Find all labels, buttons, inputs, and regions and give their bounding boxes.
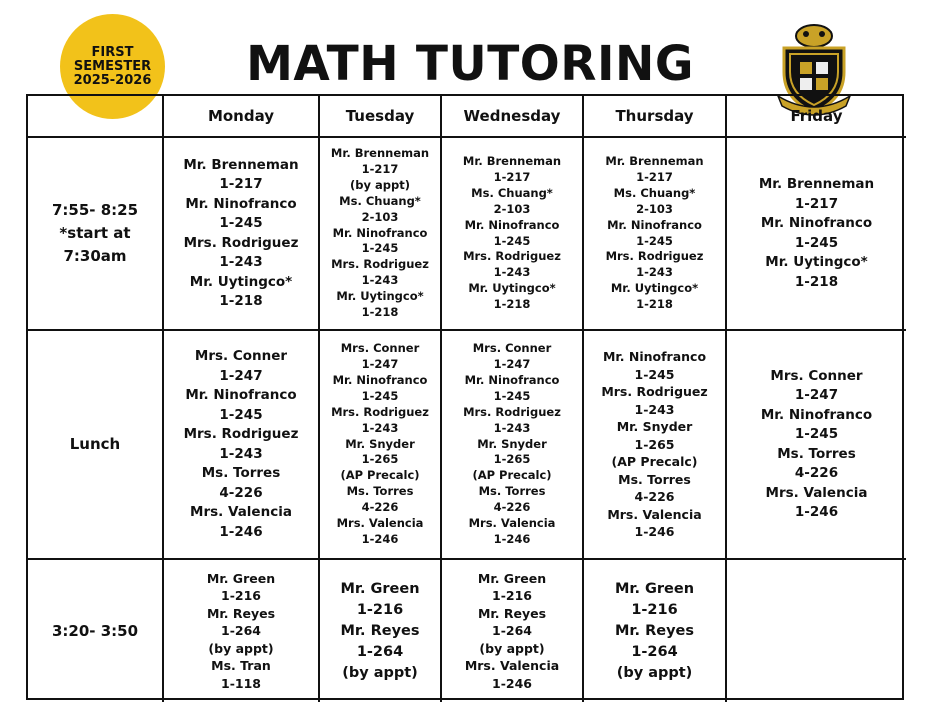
room-or-note-text: 1-247 [493, 357, 531, 372]
room-or-note-text: 1-265 [493, 452, 531, 467]
day-header-tuesday: Tuesday [320, 96, 442, 138]
day-header-thursday: Thursday [584, 96, 727, 138]
room-or-note-text: 1-118 [221, 675, 261, 691]
room-or-note-text: 1-246 [219, 523, 263, 540]
room-or-note-text: (by appt) [208, 640, 274, 656]
teacher-name: Mrs. Rodriguez [183, 426, 299, 442]
room-or-note-text: 1-217 [219, 176, 263, 192]
teacher-name: Ms. Chuang* [339, 193, 421, 208]
teacher-name: Mrs. Valencia [468, 516, 556, 531]
teacher-name: Mr. Ninofranco [332, 372, 428, 387]
teacher-name: Mrs. Conner [194, 348, 288, 364]
teacher-name: Ms. Tran [211, 658, 271, 674]
room-or-note-text: 1-246 [361, 531, 399, 546]
teacher-name: Mr. Green [614, 580, 695, 597]
day-header-monday: Monday [164, 96, 320, 138]
schedule-cell-lunch-friday [727, 331, 906, 560]
corner-header-cell [28, 96, 164, 138]
teacher-name: Mr. Snyder [345, 436, 415, 451]
badge-line-3: 2025-2026 [73, 72, 152, 88]
room-or-note-text: 1-245 [219, 215, 263, 231]
teacher-name: Mrs. Conner [472, 341, 552, 356]
room-or-note-text: 1-243 [634, 401, 675, 417]
room-or-note-text: 1-243 [219, 445, 263, 462]
badge-line-2: SEMESTER [73, 58, 152, 74]
teacher-name: Mr. Ninofranco [602, 349, 707, 365]
teacher-name: Mrs. Valencia [765, 484, 868, 501]
schedule-cell-lunch-monday [164, 331, 320, 560]
teacher-name: Ms. Chuang* [471, 185, 553, 200]
schedule-cell-morning-tuesday [320, 138, 442, 331]
teacher-name: Mrs. Valencia [190, 504, 292, 520]
room-or-note-text: 1-243 [361, 420, 399, 435]
room-or-note-text: (by appt) [350, 177, 410, 192]
time-slot-text: 3:20- 3:50 [51, 621, 139, 640]
teacher-name: Mr. Uytingco* [765, 254, 868, 270]
room-or-note-text: 1-216 [221, 588, 261, 604]
room-or-note-text: 1-265 [634, 436, 675, 452]
time-slot-afternoon [28, 560, 164, 702]
teacher-name: Mrs. Rodriguez [183, 234, 299, 251]
teacher-name: Mr. Reyes [340, 622, 420, 639]
room-or-note-text: 1-264 [356, 643, 404, 660]
room-or-note-text: (AP Precalc) [611, 454, 698, 470]
room-or-note-text: (AP Precalc) [472, 468, 552, 483]
room-or-note-text: 1-246 [493, 531, 531, 546]
room-or-note-text: 1-218 [493, 297, 531, 312]
room-or-note-text: 1-247 [794, 387, 839, 403]
teacher-name: Ms. Chuang* [613, 185, 696, 200]
room-or-note-text: (AP Precalc) [340, 468, 420, 483]
room-or-note-text: 1-245 [493, 233, 531, 248]
teacher-name: Mr. Brenneman [330, 146, 430, 161]
room-or-note-text: 1-246 [794, 504, 839, 520]
teacher-name: Mrs. Valencia [464, 658, 560, 674]
teacher-name: Mr. Green [477, 570, 547, 586]
teacher-name: Mr. Reyes [206, 605, 276, 621]
teacher-name: Mr. Ninofranco [464, 372, 560, 387]
time-slot-text: Lunch [69, 435, 121, 453]
schedule-cell-lunch-tuesday [320, 331, 442, 560]
room-or-note-text: 1-264 [492, 623, 532, 639]
teacher-name: Mr. Uytingco* [468, 281, 556, 296]
teacher-name: Mrs. Valencia [607, 506, 702, 522]
room-or-note-text: 1-218 [794, 273, 839, 290]
badge-line-1: FIRST [91, 44, 134, 60]
teacher-name: Mr. Snyder [616, 419, 693, 435]
schedule-cell-morning-thursday [584, 138, 727, 331]
teacher-name: Mr. Uytingco* [189, 273, 293, 290]
room-or-note-text: 1-243 [219, 254, 263, 270]
room-or-note-text: 1-216 [492, 588, 532, 604]
room-or-note-text: 1-264 [631, 643, 678, 660]
schedule-cell-lunch-wednesday [442, 331, 584, 560]
time-slot-lunch [28, 331, 164, 560]
room-or-note-text: 2-103 [493, 201, 531, 216]
teacher-name: Mr. Ninofranco [185, 195, 297, 212]
schedule-cell-lunch-thursday [584, 331, 727, 560]
teacher-name: Ms. Torres [478, 484, 546, 499]
teacher-name: Mrs. Rodriguez [463, 249, 561, 264]
teacher-name: Ms. Torres [346, 484, 414, 499]
schedule-cell-afternoon-tuesday [320, 560, 442, 702]
room-or-note-text: 1-217 [636, 169, 673, 184]
room-or-note-text: 1-245 [794, 426, 839, 442]
teacher-name: Ms. Torres [618, 471, 691, 487]
room-or-note-text: 1-245 [493, 388, 531, 403]
teacher-name: Mrs. Rodriguez [601, 384, 708, 400]
room-or-note-text: 1-243 [493, 265, 531, 280]
room-or-note-text: 1-243 [636, 265, 673, 280]
room-or-note-text: 2-103 [636, 201, 673, 216]
room-or-note-text: 1-218 [636, 297, 673, 312]
room-or-note-text: 1-243 [493, 420, 531, 435]
schedule-cell-afternoon-wednesday [442, 560, 584, 702]
room-or-note-text: 1-264 [221, 623, 261, 639]
room-or-note-text: 1-217 [493, 169, 531, 184]
teacher-name: Mr. Green [206, 570, 276, 586]
teacher-name: Ms. Torres [777, 445, 856, 462]
room-or-note-text: 4-226 [794, 465, 839, 481]
room-or-note-text: 1-246 [492, 675, 532, 691]
teacher-name: Mr. Ninofranco [464, 217, 560, 232]
teacher-name: Mrs. Valencia [336, 516, 424, 531]
page-title: MATH TUTORING [246, 36, 694, 92]
room-or-note-text: 1-245 [636, 233, 673, 248]
teacher-name: Mr. Ninofranco [760, 215, 873, 231]
room-or-note-text: 1-246 [634, 524, 675, 540]
time-slot-text: *start at [59, 224, 131, 242]
teacher-name: Mr. Snyder [477, 436, 547, 451]
day-header-wednesday: Wednesday [442, 96, 584, 138]
teacher-name: Mr. Brenneman [462, 153, 562, 168]
teacher-name: Mr. Green [340, 580, 420, 597]
schedule-cell-morning-friday [727, 138, 906, 331]
room-or-note-text: 1-243 [361, 273, 399, 288]
teacher-name: Mr. Uytingco* [610, 281, 699, 296]
time-slot-text: 7:30am [63, 247, 127, 265]
room-or-note-text: (by appt) [479, 640, 545, 656]
room-or-note-text: 1-217 [361, 161, 399, 176]
teacher-name: Mr. Ninofranco [760, 406, 873, 423]
schedule-cell-afternoon-thursday [584, 560, 727, 702]
teacher-name: Ms. Torres [201, 465, 281, 481]
teacher-name: Mrs. Rodriguez [331, 257, 429, 272]
room-or-note-text: 4-226 [634, 489, 675, 505]
teacher-name: Mrs. Rodriguez [331, 404, 429, 419]
schedule-cell-afternoon-friday [727, 560, 906, 702]
time-slot-text: 7:55- 8:25 [51, 201, 139, 219]
teacher-name: Mrs. Conner [340, 341, 420, 356]
room-or-note-text: 1-216 [631, 601, 678, 618]
room-or-note-text: 2-103 [361, 209, 399, 224]
room-or-note-text: 1-245 [634, 366, 675, 382]
teacher-name: Mr. Brenneman [183, 156, 299, 173]
time-slot-morning [28, 138, 164, 331]
room-or-note-text: 1-245 [794, 234, 839, 251]
teacher-name: Mr. Brenneman [605, 153, 704, 168]
room-or-note-text: 4-226 [493, 500, 531, 515]
teacher-name: Mrs. Conner [770, 367, 863, 384]
teacher-name: Mr. Reyes [477, 605, 547, 621]
room-or-note-text: 1-217 [794, 195, 839, 212]
room-or-note-text: 1-218 [219, 293, 263, 309]
schedule-cell-morning-monday [164, 138, 320, 331]
room-or-note-text: 1-265 [361, 452, 399, 467]
room-or-note-text: 1-245 [219, 406, 263, 423]
day-header-friday: Friday [727, 96, 906, 138]
schedule-cell-morning-wednesday [442, 138, 584, 331]
teacher-name: Mrs. Rodriguez [605, 249, 704, 264]
tutoring-schedule-table [26, 94, 904, 700]
teacher-name: Mr. Reyes [615, 622, 694, 639]
room-or-note-text: 1-218 [361, 305, 399, 320]
schedule-cell-afternoon-monday [164, 560, 320, 702]
room-or-note-text: 4-226 [219, 484, 263, 501]
teacher-name: Mr. Ninofranco [185, 387, 297, 403]
teacher-name: Mr. Brenneman [758, 176, 875, 192]
room-or-note-text: 1-245 [361, 388, 399, 403]
room-or-note-text: 4-226 [361, 500, 399, 515]
room-or-note-text: 1-216 [356, 601, 404, 618]
teacher-name: Mrs. Rodriguez [463, 404, 561, 419]
room-or-note-text: (by appt) [342, 664, 418, 681]
room-or-note-text: 1-247 [361, 357, 399, 372]
teacher-name: Mr. Ninofranco [607, 217, 702, 232]
teacher-name: Mr. Ninofranco [332, 225, 428, 240]
room-or-note-text: 1-247 [219, 367, 263, 384]
room-or-note-text: (by appt) [616, 664, 693, 681]
room-or-note-text: 1-245 [361, 241, 399, 256]
teacher-name: Mr. Uytingco* [336, 289, 424, 304]
